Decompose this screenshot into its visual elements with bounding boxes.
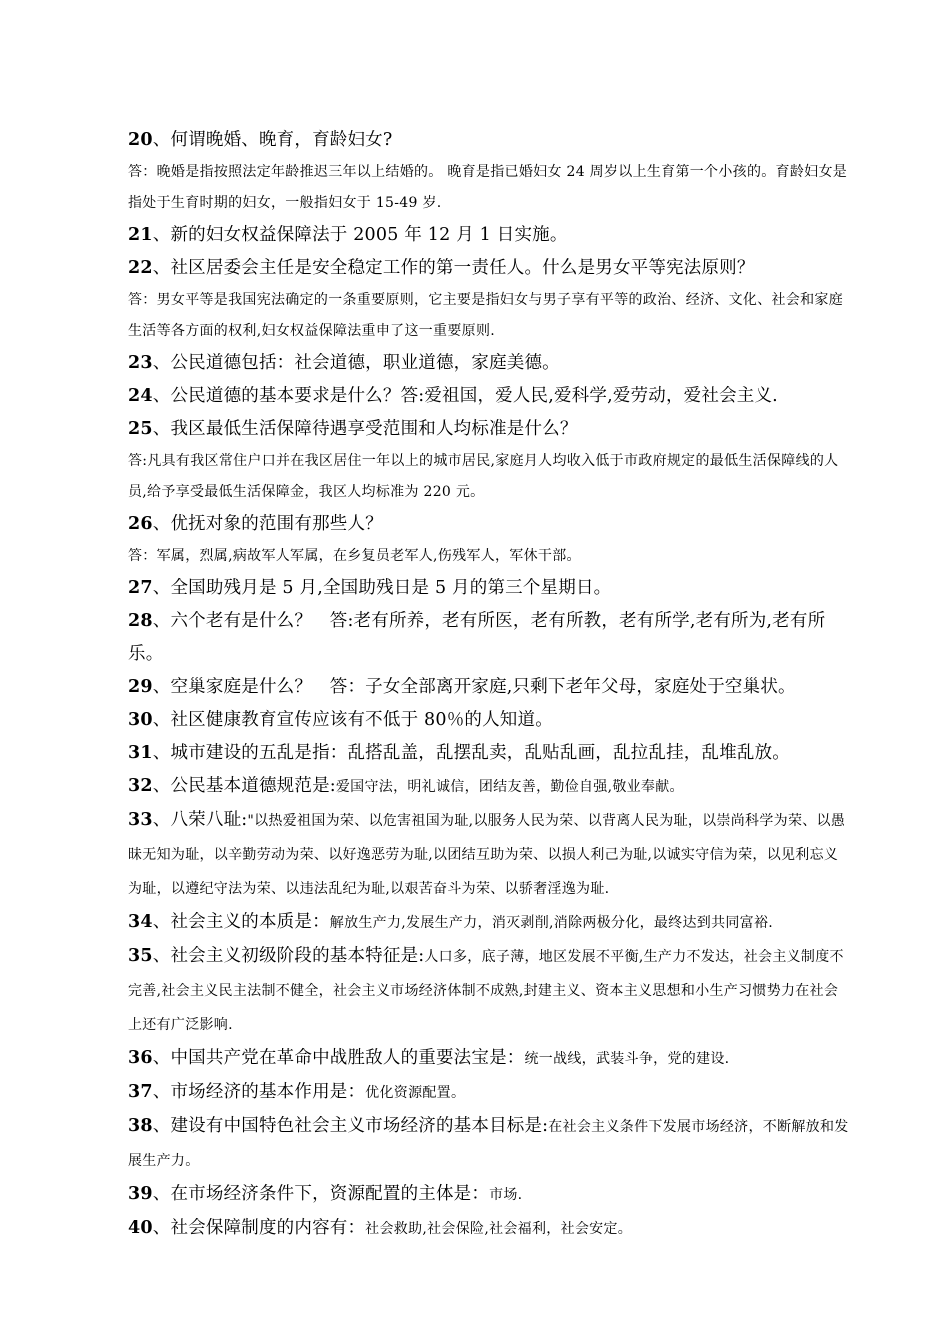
question-31: 31、城市建设的五乱是指：乱搭乱盖，乱摆乱卖，乱贴乱画，乱拉乱挂，乱堆乱放。 xyxy=(128,743,790,763)
question-32: 32、公民基本道德规范是:爱国守法，明礼诚信，团结友善，勤俭自强,敬业奉献。 xyxy=(128,776,684,796)
question-25: 25、我区最低生活保障待遇享受范围和人均标准是什么？ xyxy=(128,419,578,439)
question-37: 37、市场经济的基本作用是：优化资源配置。 xyxy=(128,1082,466,1102)
answer-20: 答：晚婚是指按照法定年龄推迟三年以上结婚的。 晚育是指已婚妇女 24 周岁以上生育第一个小孩的。育龄妇女是指处于生育时期的妇女，一般指妇女于 15-49 岁. xyxy=(128,164,848,211)
question-24: 24、公民道德的基本要求是什么？答:爱祖国，爱人民,爱科学,爱劳动，爱社会主义. xyxy=(128,386,778,406)
question-34: 34、社会主义的本质是：解放生产力,发展生产力，消灭剥削,消除两极分化，最终达到共同富裕. xyxy=(128,912,774,932)
question-39: 39、在市场经济条件下，资源配置的主体是：市场. xyxy=(128,1184,523,1204)
question-38: 38、建设有中国特色社会主义市场经济的基本目标是:在社会主义条件下发展市场经济，不断解放和发展生产力。 xyxy=(128,1116,849,1169)
question-26: 26、优抚对象的范围有那些人？ xyxy=(128,514,383,534)
question-28: 28、六个老有是什么？ 答:老有所养，老有所医，老有所教，老有所学,老有所为,老有所乐。 xyxy=(128,611,826,664)
answer-22: 答：男女平等是我国宪法确定的一条重要原则，它主要是指妇女与男子享有平等的政治、经济、文化、社会和家庭生活等各方面的权利,妇女权益保障法重申了这一重要原则. xyxy=(128,292,843,339)
question-36: 36、中国共产党在革命中战胜敌人的重要法宝是：统一战线，武装斗争，党的建设. xyxy=(128,1048,730,1068)
question-27: 27、全国助残月是 5 月,全国助残日是 5 月的第三个星期日。 xyxy=(128,578,612,598)
document-page xyxy=(128,124,852,1246)
answer-26: 答：军属，烈属,病故军人军属，在乡复员老军人,伤残军人，军休干部。 xyxy=(128,548,581,564)
question-40: 40、社会保障制度的内容有：社会救助,社会保险,社会福利，社会安定。 xyxy=(128,1218,633,1238)
answer-25: 答:凡具有我区常住户口并在我区居住一年以上的城市居民,家庭月人均收入低于市政府规定的最低生活保障线的人员,给予享受最低生活保障金，我区人均标准为 220 元。 xyxy=(128,453,839,500)
question-29: 29、空巢家庭是什么？ 答：子女全部离开家庭,只剩下老年父母，家庭处于空巢状。 xyxy=(128,677,796,697)
question-35: 35、社会主义初级阶段的基本特征是:人口多，底子薄，地区发展不平衡,生产力不发达，社会主义制度不完善,社会主义民主法制不健全，社会主义市场经济体制不成熟,封建主义、资本主义思想和小生产习惯势力在社会上还有广泛影响. xyxy=(128,946,844,1033)
question-21: 21、新的妇女权益保障法于 2005 年 12 月 1 日实施。 xyxy=(128,225,568,245)
question-33: 33、八荣八耻:"以热爱祖国为荣、以危害祖国为耻,以服务人民为荣、以背离人民为耻，以崇尚科学为荣、以愚昧无知为耻，以辛勤劳动为荣、以好逸恶劳为耻,以团结互助为荣、以损人利己为耻,以诚实守信为荣，以见利忘义为耻，以遵纪守法为荣、以违法乱纪为耻,以艰苦奋斗为荣、以骄奢淫逸为耻. xyxy=(128,810,846,897)
question-22: 22、社区居委会主任是安全稳定工作的第一责任人。什么是男女平等宪法原则？ xyxy=(128,258,755,278)
question-23: 23、公民道德包括：社会道德，职业道德，家庭美德。 xyxy=(128,353,560,373)
question-30: 30、社区健康教育宣传应该有不低于 80％的人知道。 xyxy=(128,710,553,730)
question-20: 20、何谓晚婚、晚育，育龄妇女? xyxy=(128,130,393,150)
